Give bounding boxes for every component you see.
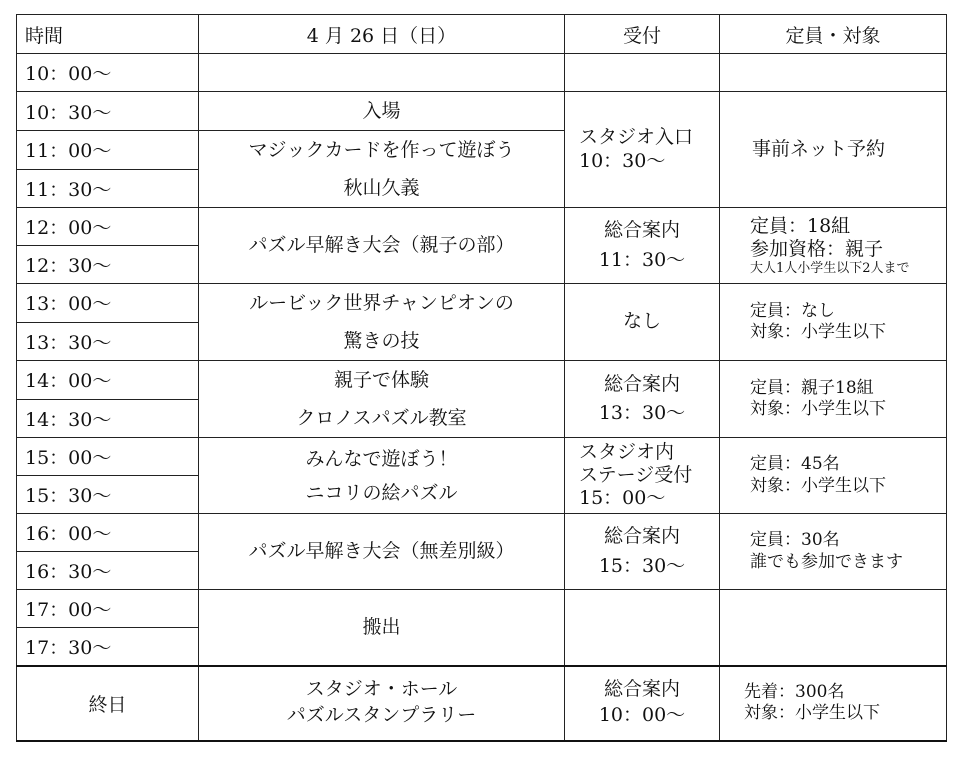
capacity-line: 定員：親子18組 — [750, 377, 874, 398]
event-cell — [199, 284, 565, 361]
header-date: 4 月 26 日（日） — [199, 15, 565, 54]
capacity-cell — [720, 514, 947, 590]
reception-cell — [565, 438, 720, 514]
capacity-cell — [720, 284, 947, 361]
reception-cell — [565, 361, 720, 438]
reception-line: なし — [622, 310, 661, 333]
event-cell — [199, 361, 565, 438]
event-line: パズル早解き大会（親子の部） — [248, 233, 515, 256]
reception-line: 15：30～ — [598, 554, 686, 577]
time-cell: 17：00～ — [17, 590, 199, 628]
event-cell — [199, 514, 565, 590]
capacity-cell-empty — [720, 54, 947, 92]
reception-line: 総合案内 — [603, 678, 680, 701]
reception-cell — [565, 208, 720, 284]
capacity-line: 対象：小学生以下 — [744, 703, 880, 723]
reception-line: 13：30～ — [598, 402, 686, 424]
event-cell — [199, 590, 565, 666]
schedule-table — [16, 14, 947, 742]
header-capacity: 定員・対象 — [720, 15, 947, 54]
reception-line: スタジオ内 — [579, 441, 675, 464]
capacity-line: 誰でも参加できます — [750, 551, 903, 572]
capacity-line: 定員：18組 — [750, 214, 851, 237]
reception-cell-empty — [565, 590, 720, 666]
time-cell: 12：00～ — [17, 208, 199, 246]
event-cell-empty — [199, 54, 565, 92]
reception-line: ステージ受付 — [579, 464, 693, 487]
capacity-cell — [720, 361, 947, 438]
all-day-event — [199, 666, 565, 741]
time-cell: 10：30～ — [17, 92, 199, 131]
table-row — [17, 208, 947, 246]
table-row — [17, 54, 947, 92]
reception-line: 10：00～ — [598, 704, 686, 726]
all-day-label: 終日 — [17, 666, 199, 741]
table-row — [17, 438, 947, 476]
event-line: 親子で体験 — [333, 369, 429, 391]
reception-line: 11：30～ — [598, 248, 686, 271]
header-time: 時間 — [17, 15, 199, 54]
capacity-line: 定員：30名 — [750, 530, 840, 551]
time-cell: 14：00～ — [17, 361, 199, 400]
event-cell — [199, 131, 565, 208]
capacity-line: 定員：45名 — [750, 454, 840, 475]
event-line: ルービック世界チャンピオンの — [249, 292, 514, 314]
capacity-line: 定員：なし — [750, 300, 835, 321]
capacity-line: 事前ネット予約 — [752, 137, 886, 160]
capacity-line: 対象：小学生以下 — [750, 475, 886, 496]
time-cell: 13：30～ — [17, 322, 199, 361]
time-cell: 15：30～ — [17, 476, 199, 514]
capacity-cell — [720, 208, 947, 284]
event-line: みんなで遊ぼう！ — [305, 447, 458, 470]
header-reception: 受付 — [565, 15, 720, 54]
event-cell — [199, 208, 565, 284]
event-line: スタジオ・ホール — [305, 678, 458, 701]
event-line: 搬出 — [362, 615, 401, 638]
reception-cell — [565, 514, 720, 590]
event-line: パズル早解き大会（無差別級） — [248, 539, 515, 562]
event-line: 入場 — [362, 100, 401, 122]
capacity-line: 対象：小学生以下 — [750, 399, 886, 419]
capacity-cell — [720, 438, 947, 514]
capacity-cell-empty — [720, 590, 947, 666]
time-cell: 17：30～ — [17, 628, 199, 666]
reception-cell — [565, 92, 720, 208]
time-cell: 10：00～ — [17, 54, 199, 92]
capacity-line: 対象：小学生以下 — [750, 322, 886, 342]
time-cell: 16：30～ — [17, 552, 199, 590]
event-line: 驚きの技 — [343, 330, 420, 352]
time-cell: 11：30～ — [17, 169, 199, 208]
reception-line: 10：30～ — [579, 149, 666, 172]
all-day-reception — [565, 666, 720, 741]
reception-line: 総合案内 — [603, 525, 680, 548]
table-row — [17, 361, 947, 400]
event-line: ニコリの絵パズル — [305, 481, 458, 504]
reception-line: スタジオ入口 — [579, 125, 694, 148]
event-line: 秋山久義 — [343, 177, 420, 199]
capacity-cell — [720, 92, 947, 208]
event-line: クロノスパズル教室 — [296, 407, 467, 429]
all-day-row — [17, 666, 947, 741]
event-cell — [199, 438, 565, 514]
capacity-note: 大人1人小学生以下2人まで — [750, 260, 910, 276]
table-row — [17, 514, 947, 552]
time-cell: 15：00～ — [17, 438, 199, 476]
capacity-line: 参加資格：親子 — [750, 237, 884, 260]
time-cell: 12：30～ — [17, 246, 199, 284]
reception-cell — [565, 284, 720, 361]
reception-line: 総合案内 — [603, 219, 680, 242]
table-row — [17, 284, 947, 323]
capacity-line: 先着：300名 — [744, 681, 845, 702]
table-row — [17, 590, 947, 628]
header-row — [17, 15, 947, 54]
event-line: マジックカードを作って遊ぼう — [248, 139, 515, 161]
event-line: パズルスタンプラリー — [286, 704, 477, 726]
time-cell: 16：00～ — [17, 514, 199, 552]
reception-cell-empty — [565, 54, 720, 92]
table-row — [17, 92, 947, 131]
all-day-capacity — [720, 666, 947, 741]
reception-line: 15：00～ — [579, 486, 666, 509]
reception-line: 総合案内 — [603, 372, 680, 395]
time-cell: 14：30～ — [17, 399, 199, 438]
event-cell — [199, 92, 565, 131]
time-cell: 11：00～ — [17, 131, 199, 170]
time-cell: 13：00～ — [17, 284, 199, 323]
